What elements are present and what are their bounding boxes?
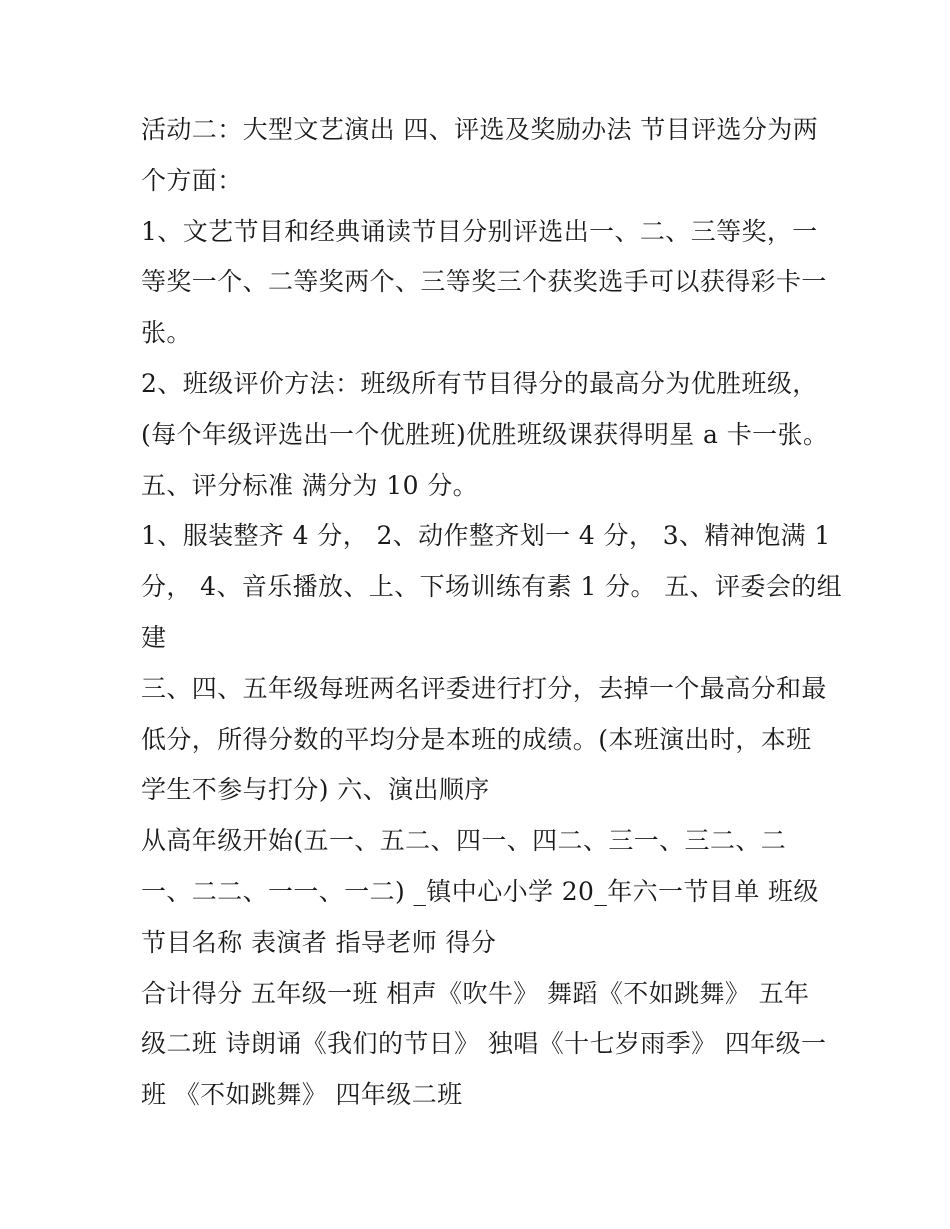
text-line: 等奖一个、二等奖两个、三等奖三个获奖选手可以获得彩卡一 [141,267,827,297]
text-line: 个方面： [141,165,243,195]
text-line: 学生不参与打分) 六、演出顺序 [141,775,490,805]
text-line: 2、班级评价方法：班级所有节目得分的最高分为优胜班级， [141,368,818,398]
text-line: 五、评分标准 满分为 10 分。 [141,470,479,500]
text-line: 级二班 诗朗诵《我们的节日》 独唱《十七岁雨季》 四年级一 [141,1029,827,1059]
text-line: 合计得分 五年级一班 相声《吹牛》 舞蹈《不如跳舞》 五年 [141,978,810,1008]
text-line: 三、四、五年级每班两名评委进行打分，去掉一个最高分和最 [141,673,827,703]
text-line: 1、文艺节目和经典诵读节目分别评选出一、二、三等奖，一 [141,216,818,246]
text-line: 建 [141,622,167,652]
text-line: (每个年级评选出一个优胜班)优胜班级课获得明星 a 卡一张。 [141,419,829,449]
text-line: 活动二：大型文艺演出 四、评选及奖励办法 节目评选分为两 [141,115,819,144]
text-line: 从高年级开始(五一、五二、四一、四二、三一、三二、二 [141,826,787,856]
text-line: 分， 4、音乐播放、上、下场训练有素 1 分。 五、评委会的组 [141,572,843,602]
text-line: 节目名称 表演者 指导老师 得分 [141,927,497,957]
text-line: 班 《不如跳舞》 四年级二班 [141,1080,463,1110]
text-line: 张。 [141,318,192,348]
text-line: 低分，所得分数的平均分是本班的成绩。(本班演出时，本班 [141,724,812,754]
text-line: 1、服装整齐 4 分， 2、动作整齐划一 4 分， 3、精神饱满 1 [141,521,831,551]
text-line: 一、二二、一一、一二) _镇中心小学 20_年六一节目单 班级 [141,876,819,906]
document-body [141,105,843,1121]
